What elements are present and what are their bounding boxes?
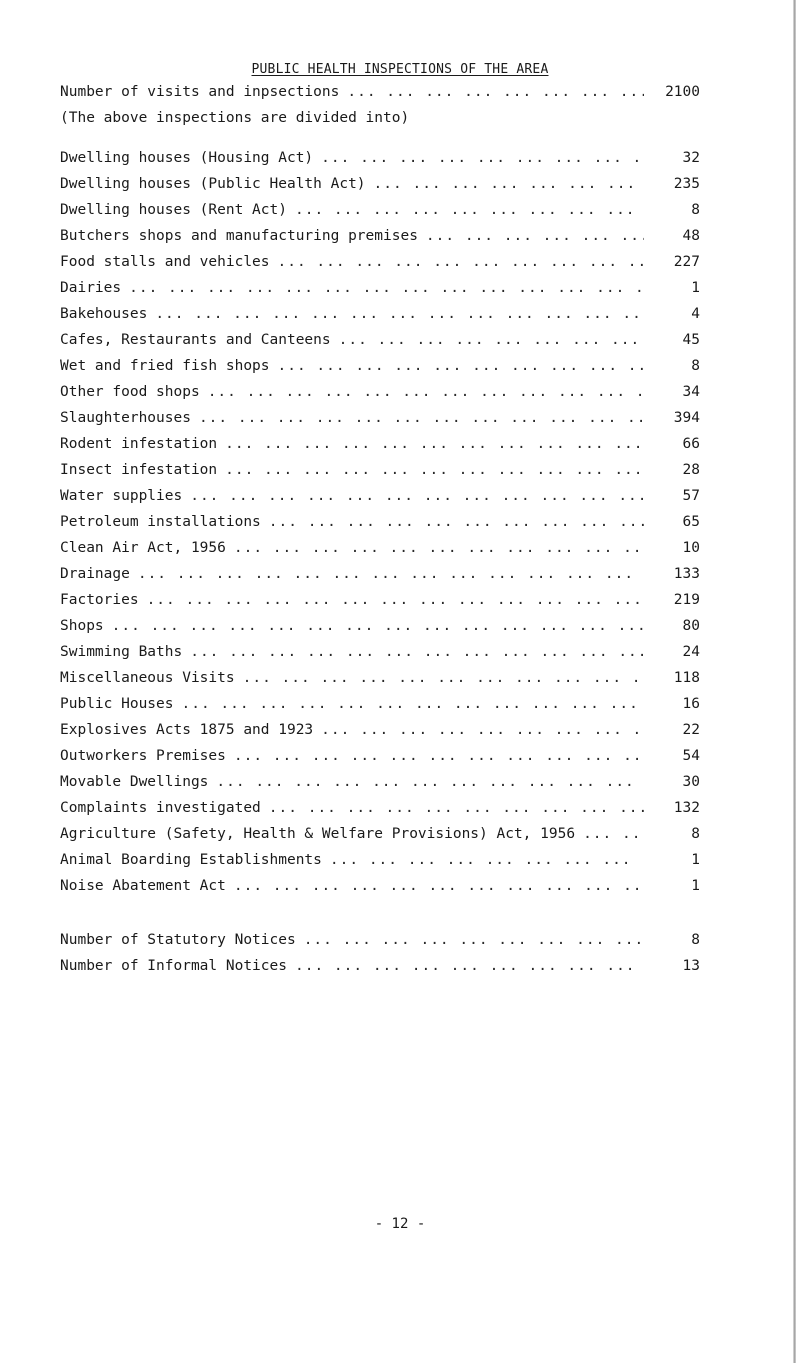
table-row [60, 202, 700, 226]
row-value: 66 [682, 436, 700, 452]
table-row [60, 774, 700, 798]
leader-dots [347, 84, 644, 100]
row-value: 22 [682, 722, 700, 738]
row-label: Noise Abatement Act [60, 878, 226, 894]
row-label: Outworkers Premises [60, 748, 226, 764]
table-row [60, 696, 700, 720]
table-row [60, 228, 700, 252]
leader-dots [295, 958, 644, 974]
row-label: Cafes, Restaurants and Canteens [60, 332, 331, 348]
row-value: 118 [673, 670, 700, 686]
leader-dots [138, 566, 644, 582]
row-label: Movable Dwellings [60, 774, 209, 790]
row-value: 394 [673, 410, 700, 426]
leader-dots [112, 618, 644, 634]
leader-dots [304, 932, 644, 948]
leader-dots [234, 540, 644, 556]
table-row [60, 566, 700, 590]
row-value: 1 [691, 280, 700, 296]
row-label: Animal Boarding Establishments [60, 852, 322, 868]
table-row [60, 748, 700, 772]
table-row [60, 436, 700, 460]
leader-dots [278, 254, 644, 270]
table-row [60, 592, 700, 616]
notice-row [60, 932, 700, 956]
row-label: Complaints investigated [60, 800, 261, 816]
row-value: 133 [673, 566, 700, 582]
table-row [60, 384, 700, 408]
leader-dots [269, 800, 644, 816]
row-value: 48 [682, 228, 700, 244]
row-label: Agriculture (Safety, Health & Welfare Provisions) Act, 1956 [60, 826, 576, 842]
table-row [60, 514, 700, 538]
leader-dots [374, 176, 644, 192]
row-value: 28 [682, 462, 700, 478]
row-value: 24 [682, 644, 700, 660]
leader-dots [269, 514, 644, 530]
row-value: 1 [691, 878, 700, 894]
leader-dots [225, 462, 644, 478]
leader-dots [426, 228, 644, 244]
row-value: 1 [691, 852, 700, 868]
row-value: 32 [682, 150, 700, 166]
leader-dots [321, 150, 644, 166]
row-value: 227 [673, 254, 700, 270]
row-value: 45 [682, 332, 700, 348]
row-value: 34 [682, 384, 700, 400]
leader-dots [225, 436, 644, 452]
table-row [60, 306, 700, 330]
row-label: Petroleum installations [60, 514, 261, 530]
row-label: Dairies [60, 280, 122, 296]
leader-dots [278, 358, 644, 374]
table-row [60, 176, 700, 200]
row-value: 4 [691, 306, 700, 322]
row-label: Miscellaneous Visits [60, 670, 235, 686]
row-value: 8 [691, 932, 700, 948]
row-label: Other food shops [60, 384, 200, 400]
scan-edge-line [793, 0, 796, 1363]
summary-row [60, 84, 700, 108]
table-row [60, 644, 700, 668]
leader-dots [199, 410, 644, 426]
row-value: 16 [682, 696, 700, 712]
leader-dots [216, 774, 644, 790]
leader-dots [155, 306, 644, 322]
row-label: Butchers shops and manufacturing premises [60, 228, 418, 244]
table-row [60, 462, 700, 486]
row-label: Bakehouses [60, 306, 148, 322]
row-label: Drainage [60, 566, 130, 582]
table-row [60, 540, 700, 564]
table-row [60, 254, 700, 278]
leader-dots [208, 384, 644, 400]
row-value: 8 [691, 202, 700, 218]
table-row [60, 878, 700, 902]
row-value: 54 [682, 748, 700, 764]
leader-dots [190, 488, 644, 504]
table-row [60, 332, 700, 356]
row-value: 57 [682, 488, 700, 504]
row-label: Wet and fried fish shops [60, 358, 270, 374]
row-value: 8 [691, 826, 700, 842]
row-label: Dwelling houses (Public Health Act) [60, 176, 366, 192]
leader-dots [339, 332, 644, 348]
leader-dots [182, 696, 645, 712]
leader-dots [234, 878, 644, 894]
table-row [60, 722, 700, 746]
row-value: 219 [673, 592, 700, 608]
leader-dots [295, 202, 644, 218]
leader-dots [129, 280, 644, 296]
page-title: PUBLIC HEALTH INSPECTIONS OF THE AREA [251, 62, 549, 77]
row-label: Swimming Baths [60, 644, 183, 660]
leader-dots [243, 670, 644, 686]
row-label: Shops [60, 618, 104, 634]
leader-dots [330, 852, 644, 868]
leader-dots [321, 722, 644, 738]
summary-value: 2100 [665, 84, 700, 100]
table-row [60, 618, 700, 642]
row-value: 80 [682, 618, 700, 634]
row-label: Public Houses [60, 696, 174, 712]
row-label: Food stalls and vehicles [60, 254, 270, 270]
row-label: Dwelling houses (Rent Act) [60, 202, 287, 218]
row-label: Water supplies [60, 488, 183, 504]
row-value: 235 [673, 176, 700, 192]
row-label: Factories [60, 592, 139, 608]
row-value: 10 [682, 540, 700, 556]
table-row [60, 488, 700, 512]
row-value: 30 [682, 774, 700, 790]
row-label: Clean Air Act, 1956 [60, 540, 226, 556]
leader-dots [234, 748, 644, 764]
row-value: 8 [691, 358, 700, 374]
summary-label: Number of visits and inpsections [60, 84, 340, 100]
table-row [60, 280, 700, 304]
notice-row [60, 958, 700, 982]
row-label: Explosives Acts 1875 and 1923 [60, 722, 314, 738]
row-value: 132 [673, 800, 700, 816]
table-row [60, 826, 700, 850]
row-label: Slaughterhouses [60, 410, 191, 426]
page-number: - 12 - [374, 1216, 426, 1232]
table-row [60, 410, 700, 434]
table-row [60, 670, 700, 694]
table-row [60, 852, 700, 876]
table-row [60, 800, 700, 824]
row-label: Dwelling houses (Housing Act) [60, 150, 314, 166]
row-label: Insect infestation [60, 462, 218, 478]
row-label: Rodent infestation [60, 436, 218, 452]
leader-dots [190, 644, 644, 660]
row-label: Number of Informal Notices [60, 958, 287, 974]
row-value: 65 [682, 514, 700, 530]
summary-note: (The above inspections are divided into) [60, 110, 410, 126]
row-value: 13 [682, 958, 700, 974]
row-label: Number of Statutory Notices [60, 932, 296, 948]
leader-dots [147, 592, 644, 608]
table-row [60, 358, 700, 382]
leader-dots [583, 826, 644, 842]
table-row [60, 150, 700, 174]
